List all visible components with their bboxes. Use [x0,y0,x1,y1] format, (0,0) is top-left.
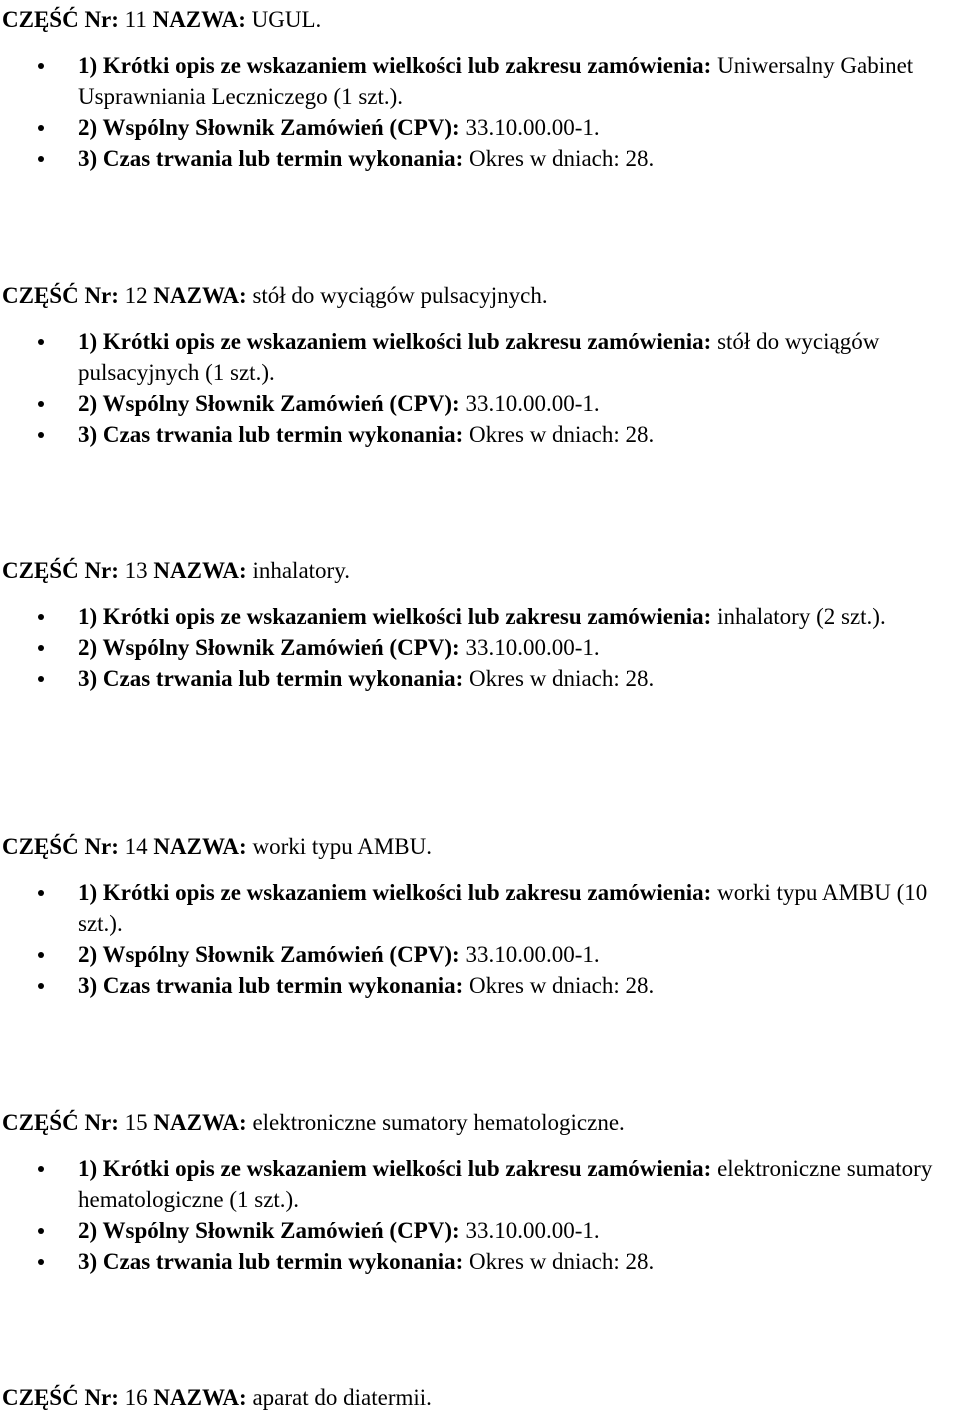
part-label: CZĘŚĆ Nr: [2,834,119,859]
cpv-item [2,112,960,143]
cpv-item [2,632,960,663]
part-details-list [2,1153,960,1277]
part-section-13 [2,555,960,694]
cpv-label: 2) Wspólny Słownik Zamówień (CPV): [78,942,460,967]
cpv-item [2,939,960,970]
duration-item [2,1246,960,1277]
duration-value: Okres w dniach: 28. [469,146,655,171]
duration-value: Okres w dniach: 28. [469,422,655,447]
part-label: CZĘŚĆ Nr: [2,7,119,32]
description-value: elektroniczne sumatory hematologiczne (1 szt.). [78,1156,933,1212]
part-number: 11 [124,7,147,32]
part-details-list [2,877,960,1001]
bullet-icon [38,890,44,896]
part-section-16 [2,1382,960,1413]
part-name: stół do wyciągów pulsacyjnych. [252,283,548,308]
duration-item [2,419,960,450]
duration-label: 3) Czas trwania lub termin wykonania: [78,666,464,691]
cpv-item [2,1215,960,1246]
bullet-icon [38,1228,44,1234]
bullet-icon [38,614,44,620]
part-label: CZĘŚĆ Nr: [2,1385,119,1410]
part-heading [2,4,960,35]
description-value: worki typu AMBU (10 szt.). [78,880,928,936]
part-heading [2,280,960,311]
cpv-item [2,388,960,419]
name-label: NAZWA: [153,834,247,859]
cpv-value: 33.10.00.00-1. [465,391,600,416]
duration-item [2,663,960,694]
part-heading [2,1107,960,1138]
duration-item [2,970,960,1001]
description-label: 1) Krótki opis ze wskazaniem wielkości lub zakresu zamówienia: [78,53,712,78]
description-value: stół do wyciągów pulsacyjnych (1 szt.). [78,329,880,385]
cpv-value: 33.10.00.00-1. [465,1218,600,1243]
part-heading [2,831,960,862]
description-item [2,326,960,388]
part-name: aparat do diatermii. [252,1385,432,1410]
description-item [2,601,960,632]
part-number: 13 [124,558,148,583]
part-number: 14 [124,834,148,859]
description-item [2,50,960,112]
duration-label: 3) Czas trwania lub termin wykonania: [78,422,464,447]
cpv-value: 33.10.00.00-1. [465,115,600,140]
cpv-label: 2) Wspólny Słownik Zamówień (CPV): [78,635,460,660]
part-name: elektroniczne sumatory hematologiczne. [252,1110,625,1135]
bullet-icon [38,339,44,345]
description-label: 1) Krótki opis ze wskazaniem wielkości lub zakresu zamówienia: [78,1156,712,1181]
cpv-value: 33.10.00.00-1. [465,942,600,967]
part-number: 12 [124,283,148,308]
description-value: Uniwersalny Gabinet Usprawniania Leczniczego (1 szt.). [78,53,914,109]
part-label: CZĘŚĆ Nr: [2,558,119,583]
description-value: inhalatory (2 szt.). [717,604,886,629]
part-name: inhalatory. [252,558,350,583]
part-number: 16 [124,1385,148,1410]
part-heading [2,555,960,586]
name-label: NAZWA: [153,283,247,308]
bullet-icon [38,1166,44,1172]
name-label: NAZWA: [153,1385,247,1410]
part-details-list [2,50,960,174]
bullet-icon [38,676,44,682]
duration-label: 3) Czas trwania lub termin wykonania: [78,1249,464,1274]
bullet-icon [38,63,44,69]
duration-value: Okres w dniach: 28. [469,666,655,691]
bullet-icon [38,125,44,131]
part-name: worki typu AMBU. [252,834,432,859]
bullet-icon [38,1259,44,1265]
bullet-icon [38,432,44,438]
part-number: 15 [124,1110,148,1135]
duration-value: Okres w dniach: 28. [469,1249,655,1274]
part-label: CZĘŚĆ Nr: [2,283,119,308]
part-name: UGUL. [251,7,322,32]
bullet-icon [38,645,44,651]
name-label: NAZWA: [153,558,247,583]
part-heading [2,1382,960,1413]
description-item [2,877,960,939]
bullet-icon [38,156,44,162]
name-label: NAZWA: [153,1110,247,1135]
part-section-15 [2,1107,960,1277]
part-details-list [2,601,960,694]
description-label: 1) Krótki opis ze wskazaniem wielkości lub zakresu zamówienia: [78,329,712,354]
cpv-label: 2) Wspólny Słownik Zamówień (CPV): [78,391,460,416]
cpv-value: 33.10.00.00-1. [465,635,600,660]
cpv-label: 2) Wspólny Słownik Zamówień (CPV): [78,115,460,140]
duration-label: 3) Czas trwania lub termin wykonania: [78,146,464,171]
bullet-icon [38,401,44,407]
part-section-11 [2,4,960,174]
duration-item [2,143,960,174]
duration-label: 3) Czas trwania lub termin wykonania: [78,973,464,998]
duration-value: Okres w dniach: 28. [469,973,655,998]
part-label: CZĘŚĆ Nr: [2,1110,119,1135]
description-label: 1) Krótki opis ze wskazaniem wielkości lub zakresu zamówienia: [78,880,712,905]
description-item [2,1153,960,1215]
part-section-12 [2,280,960,450]
cpv-label: 2) Wspólny Słownik Zamówień (CPV): [78,1218,460,1243]
description-label: 1) Krótki opis ze wskazaniem wielkości lub zakresu zamówienia: [78,604,712,629]
bullet-icon [38,983,44,989]
part-section-14 [2,831,960,1001]
part-details-list [2,326,960,450]
bullet-icon [38,952,44,958]
name-label: NAZWA: [152,7,246,32]
